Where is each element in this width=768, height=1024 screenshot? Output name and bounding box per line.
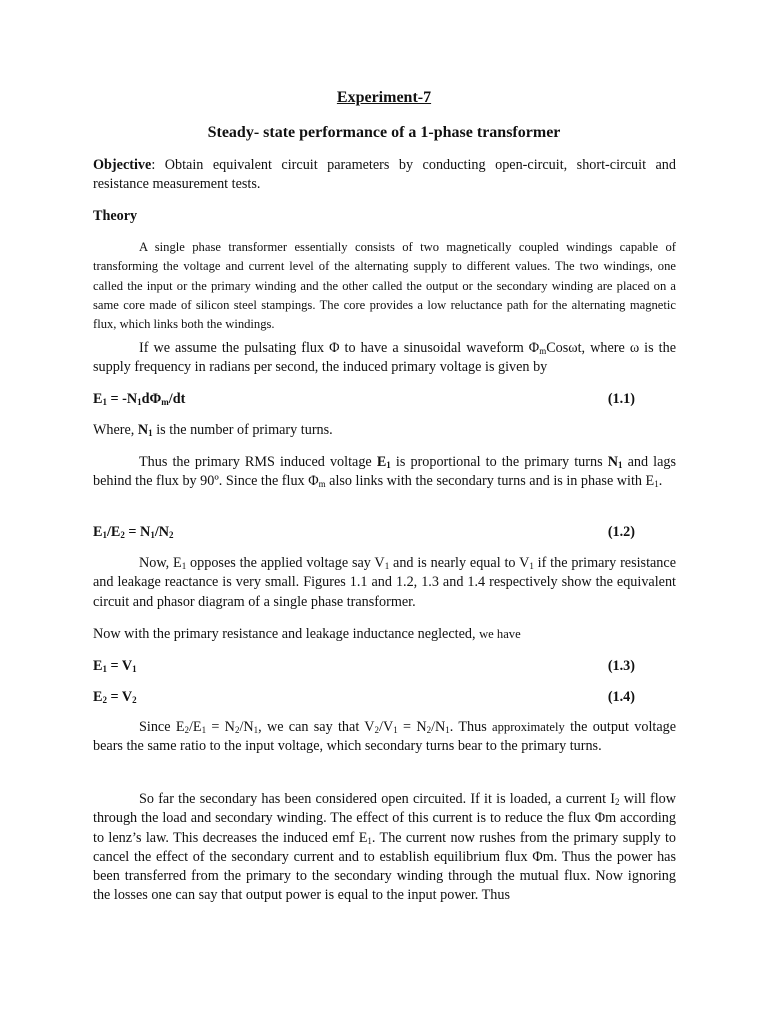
where-line: Where, $N_1$ is the number of primary turns. xyxy=(93,422,333,438)
equation-expression: $E_1 = V_1$ xyxy=(93,658,137,674)
page-subtitle: Steady- state performance of a 1-phase transformer xyxy=(207,124,561,141)
objective-label: Objective xyxy=(93,157,152,173)
objective-text: : Obtain equivalent circuit parameters by conducting open-circuit, short-circuit and resistance measurement tests. xyxy=(93,157,676,193)
theory-paragraph-5: Now with the primary resistance and leakage inductance neglected, we have xyxy=(93,626,521,642)
equation-expression: $E_2 = V_2$ xyxy=(93,689,137,705)
theory-paragraph-1: A single phase transformer essentially consists of two magnetically coupled windings capable of transforming the voltage and current level of the alternating supply to different values. The two windings, one called the input or the primary winding and the other called the output or the secondary winding are placed on a same core made of silicon steel stampings. The core provides a low reluctance path for the alternating magnetic flux, which links both the windings. xyxy=(93,240,676,332)
page-title: Experiment-7 xyxy=(336,89,432,106)
objective-paragraph xyxy=(93,156,676,195)
theory-paragraph-6: Since $E_2/E_1 = N_2/N_1$, we can say that $V_2/V_1 = N_2/N_1$. Thus approximately the output voltage bears the same ratio to the input voltage, which secondary turns bear to the primary turns. xyxy=(93,719,677,755)
theory-heading: Theory xyxy=(93,208,138,224)
equation-number: (1.1) xyxy=(607,391,635,407)
equation-number: (1.4) xyxy=(607,689,635,705)
equation-number: (1.2) xyxy=(607,524,635,540)
theory-paragraph-7: So far the secondary has been considered open circuited. If it is loaded, a current $I_2$ will flow through the load and secondary winding. The effect of this current is to reduce the flux Φm according to lenz’s law. This decreases the induced emf $E_1$. The current now rushes from the primary supply to cancel the effect of the secondary current and to establish equilibrium flux Φm. Thus the power has been transferred from the primary to the secondary winding through the mutual flux. Now ignoring the losses one can say that output power is equal to the input power. Thus xyxy=(93,791,676,904)
equation-expression: $E_1/E_2 = N_1/N_2$ xyxy=(93,524,174,540)
equation-number: (1.3) xyxy=(607,658,635,674)
theory-paragraph-4: Now, $E_1$ opposes the applied voltage say $V_1$ and is nearly equal to $V_1$ if the primary resistance and leakage reactance is very small. Figures 1.1 and 1.2, 1.3 and 1.4 respectively show the equivalent circuit and phasor diagram of a single phase transformer. xyxy=(93,555,676,610)
equation-expression: $E_1 = -N_1d\Phi_m/dt$ xyxy=(93,391,186,407)
theory-paragraph-3: Thus the primary RMS induced voltage $E_1$ is proportional to the primary turns $N_1$ and lags behind the flux by 90º. Since the flux $\Phi_m$ also links with the secondary turns and is in phase with $E_1$. xyxy=(93,454,676,490)
theory-paragraph-2: If we assume the pulsating flux Φ to have a sinusoidal waveform $\Phi_mCos\omega t$, where ω is the supply frequency in radians per second, the induced primary voltage is given by xyxy=(93,340,677,376)
